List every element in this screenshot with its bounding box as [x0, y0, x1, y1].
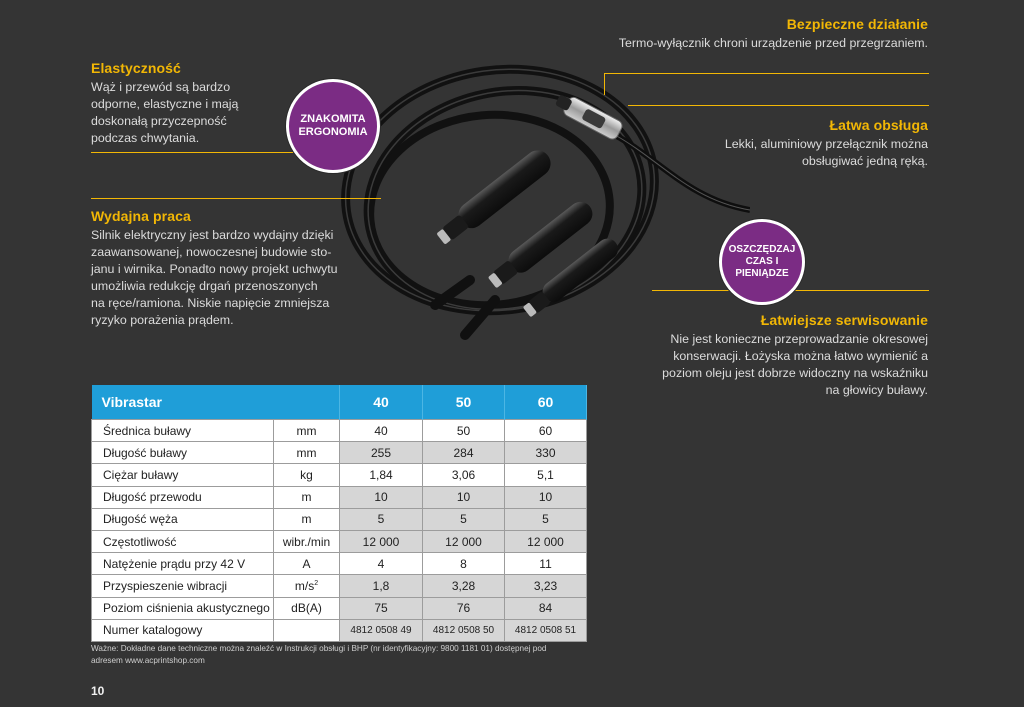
row-unit: $m/s^2$ — [274, 575, 340, 597]
row-value: 11 — [505, 553, 587, 575]
row-value: 40 — [340, 420, 423, 442]
row-value: 8 — [423, 553, 505, 575]
row-value: 4812 0508 51 — [505, 619, 587, 641]
table-row — [92, 619, 587, 641]
footnote: Ważne: Dokładne dane techniczne można znaleźć w Instrukcji obsługi i BHP (nr identyfikacyjny: 9800 1181 01) dostępnej pod adresem www.acprintshop.com — [91, 644, 547, 665]
row-unit: kg — [274, 464, 340, 486]
feature-elasticity — [91, 60, 238, 147]
row-label: Średnica buławy — [92, 420, 274, 442]
row-unit: mm — [274, 442, 340, 464]
row-label: Natężenie prądu przy 42 V — [92, 553, 274, 575]
row-value: 75 — [340, 597, 423, 619]
row-unit: wibr./min — [274, 530, 340, 552]
row-label: Długość przewodu — [92, 486, 274, 508]
table-row — [92, 530, 587, 552]
badge-save-time-money: OSZCZĘDZAJ CZAS I PIENIĄDZE — [719, 219, 805, 305]
table-row — [92, 442, 587, 464]
row-value: 60 — [505, 420, 587, 442]
row-label: Częstotliwość — [92, 530, 274, 552]
spec-table — [91, 385, 587, 642]
row-label: Przyspieszenie wibracji — [92, 575, 274, 597]
row-label: Numer katalogowy — [92, 619, 274, 641]
row-value: 5 — [340, 508, 423, 530]
table-row — [92, 575, 587, 597]
row-unit: m — [274, 486, 340, 508]
row-value: 76 — [423, 597, 505, 619]
feature-title: Elastyczność — [91, 60, 181, 76]
row-value: 10 — [340, 486, 423, 508]
table-model-header: 60 — [505, 385, 587, 420]
row-value: 50 — [423, 420, 505, 442]
feature-text: Lekki, aluminiowy przełącznik można obsługiwać jedną ręką. — [724, 137, 928, 168]
feature-safe-operation — [619, 16, 928, 52]
table-header-row — [92, 385, 587, 420]
feature-title: Łatwiejsze serwisowanie — [760, 312, 928, 328]
callout-line — [604, 73, 929, 74]
row-value: 5,1 — [505, 464, 587, 486]
table-row — [92, 597, 587, 619]
row-unit: A — [274, 553, 340, 575]
row-value: 5 — [505, 508, 587, 530]
row-value: 1,84 — [340, 464, 423, 486]
row-value: 1,8 — [340, 575, 423, 597]
feature-title: Bezpieczne działanie — [786, 16, 928, 32]
feature-easy-operation — [725, 117, 928, 170]
feature-text: Nie jest konieczne przeprowadzanie okresowej konserwacji. Łożyska można łatwo wymienić a poziom oleju jest dobrze widoczny na wskaźniku na głowicy buławy. — [662, 332, 928, 397]
row-value: 12 000 — [505, 530, 587, 552]
page-number: 10 — [91, 684, 105, 698]
row-value: 4812 0508 50 — [423, 619, 505, 641]
row-value: 255 — [340, 442, 423, 464]
row-value: 5 — [423, 508, 505, 530]
feature-efficient-work — [91, 208, 338, 329]
row-value: 330 — [505, 442, 587, 464]
feature-text: Silnik elektryczny jest bardzo wydajny dzięki zaawansowanej, nowoczesnej budowie sto- janu i wirnika. Ponadto nowy projekt uchwytu umożliwia redukcję drgań przenoszonych na ręce/ramiona. Niskie napięcie zmniejsza ryzyko porażenia prądem. — [91, 228, 338, 327]
table-row — [92, 464, 587, 486]
callout-line — [628, 105, 929, 106]
row-label: Długość buławy — [92, 442, 274, 464]
row-label: Poziom ciśnienia akustycznego — [92, 597, 274, 619]
table-row — [92, 553, 587, 575]
row-value: 84 — [505, 597, 587, 619]
badge-ergonomics: ZNAKOMITA ERGONOMIA — [286, 79, 380, 173]
row-label: Długość węża — [92, 508, 274, 530]
feature-title: Łatwa obsługa — [829, 117, 928, 133]
row-value: 12 000 — [340, 530, 423, 552]
table-row — [92, 508, 587, 530]
feature-easier-servicing — [662, 312, 928, 399]
table-model-header: 40 — [340, 385, 423, 420]
row-value: 4 — [340, 553, 423, 575]
table-row — [92, 486, 587, 508]
row-value: 284 — [423, 442, 505, 464]
table-model-header: 50 — [423, 385, 505, 420]
feature-text: Termo-wyłącznik chroni urządzenie przed przegrzaniem. — [618, 36, 928, 50]
row-value: 12 000 — [423, 530, 505, 552]
row-value: 3,23 — [505, 575, 587, 597]
row-unit: dB(A) — [274, 597, 340, 619]
row-unit — [274, 619, 340, 641]
row-label: Ciężar buławy — [92, 464, 274, 486]
feature-title: Wydajna praca — [91, 208, 191, 224]
table-body — [92, 420, 587, 642]
row-unit: mm — [274, 420, 340, 442]
row-value: 10 — [423, 486, 505, 508]
callout-line — [604, 73, 605, 95]
row-value: 3,06 — [423, 464, 505, 486]
table-product-name: Vibrastar — [92, 385, 340, 420]
row-unit: m — [274, 508, 340, 530]
feature-text: Wąż i przewód są bardzo odporne, elastyczne i mają doskonałą przyczepność podczas chwytania. — [91, 80, 239, 145]
row-value: 3,28 — [423, 575, 505, 597]
table-row — [92, 420, 587, 442]
callout-line — [91, 198, 381, 199]
row-value: 4812 0508 49 — [340, 619, 423, 641]
row-value: 10 — [505, 486, 587, 508]
